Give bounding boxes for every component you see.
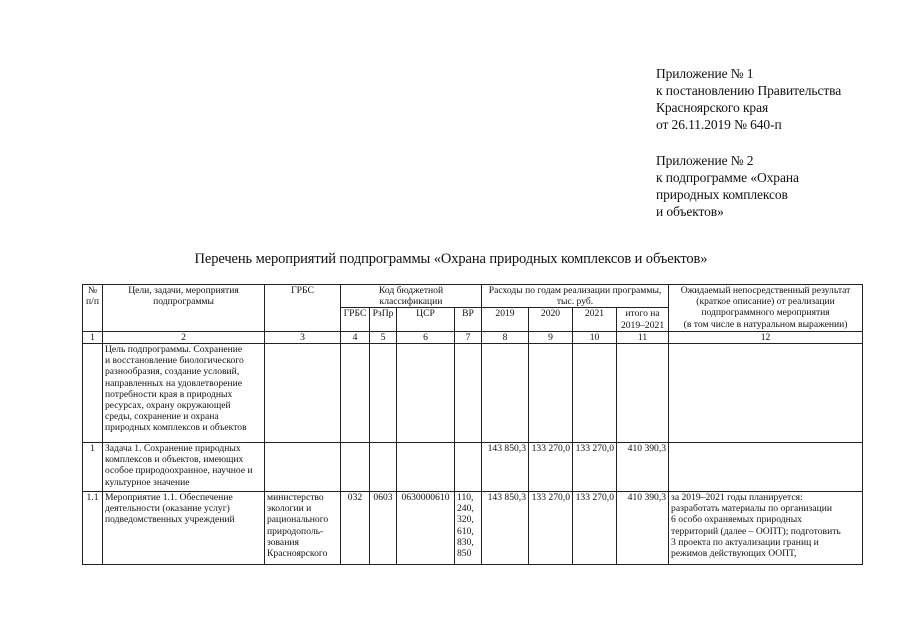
event-result-line: за 2019–2021 годы планируется: — [671, 492, 803, 504]
column-number: 11 — [617, 331, 669, 343]
goal-cell — [529, 344, 573, 443]
header-goals-line: подпрограммы — [153, 296, 214, 308]
task-2021: 133 270,0 — [573, 443, 617, 492]
goal-text-cell — [103, 344, 265, 443]
appendix-2-line: Приложение № 2 — [656, 153, 754, 168]
header-budget-code-line: классификации — [379, 296, 443, 308]
subheader-vr: ВР — [455, 308, 482, 331]
header-grbs: ГРБС — [265, 285, 341, 332]
subheader-rzpr: РзПр — [370, 308, 397, 331]
appendix-1-line: от 26.11.2019 № 640-п — [656, 117, 782, 132]
header-goals-line: Цели, задачи, мероприятия — [128, 285, 239, 296]
subheader-2021: 2021 — [573, 308, 617, 331]
appendix-2-line: природных комплексов — [656, 187, 788, 202]
event-text-cell — [103, 492, 265, 565]
column-number: 7 — [455, 331, 482, 343]
goal-text-line: среды, сохранение и охрана — [105, 411, 219, 423]
appendix-1-line: Красноярского края — [656, 100, 769, 115]
header-budget-code-line: Код бюджетной — [378, 285, 444, 296]
table-header-row — [83, 285, 863, 308]
event-rzpr: 0603 — [370, 492, 397, 565]
event-vr-line: 320, — [457, 514, 474, 526]
header-result — [669, 285, 863, 332]
event-2021: 133 270,0 — [573, 492, 617, 565]
header-expenses — [482, 285, 669, 308]
column-number-row — [83, 331, 863, 343]
event-num: 1.1 — [83, 492, 103, 565]
task-result-cell — [669, 443, 863, 492]
goal-cell — [669, 344, 863, 443]
event-vr-line: 110, — [457, 492, 474, 504]
column-number: 1 — [83, 331, 103, 343]
appendix-1-block — [656, 65, 841, 133]
task-text-line: Задача 1. Сохранение природных — [105, 443, 241, 455]
task-text-line: особое природоохранное, научное и — [105, 465, 253, 477]
task-2020: 133 270,0 — [529, 443, 573, 492]
event-vr — [455, 492, 482, 565]
goal-cell — [455, 344, 482, 443]
event-text-line: Мероприятие 1.1. Обеспечение — [105, 492, 233, 504]
header-result-line: (в том числе в натуральном выражении) — [683, 318, 848, 330]
event-result-line: разработать материалы по организации — [671, 503, 832, 515]
appendix-2-block — [656, 152, 799, 220]
event-grbs-line: экологии и — [267, 503, 312, 515]
goal-cell — [397, 344, 455, 443]
task-cell — [455, 443, 482, 492]
event-grbs-line: министерство — [267, 492, 324, 504]
event-2019: 143 850,3 — [482, 492, 529, 565]
subheader-csr: ЦСР — [397, 308, 455, 331]
column-number: 5 — [370, 331, 397, 343]
appendix-1-line: к постановлению Правительства — [656, 83, 842, 98]
goal-text-line: и восстановление биологического — [105, 355, 244, 367]
column-number: 10 — [573, 331, 617, 343]
task-cell — [341, 443, 370, 492]
event-grbs-line: рационального — [267, 514, 329, 526]
event-vr-line: 610, — [457, 525, 474, 537]
task-text-cell — [103, 443, 265, 492]
column-number: 6 — [397, 331, 455, 343]
column-number: 3 — [265, 331, 341, 343]
event-grbs-text — [265, 492, 341, 565]
appendix-2-line: и объектов» — [656, 204, 724, 219]
goal-text-line: разнообразия, создание условий, — [105, 366, 240, 378]
subheader-2020: 2020 — [529, 308, 573, 331]
event-vr-line: 830, — [457, 536, 474, 548]
event-vr-line: 240, — [457, 503, 474, 515]
column-number: 2 — [103, 331, 265, 343]
goal-cell — [617, 344, 669, 443]
task-2019: 143 850,3 — [482, 443, 529, 492]
task-text-line: комплексов и объектов, имеющих — [105, 454, 244, 466]
goal-text-line: Цель подпрограммы. Сохранение — [105, 344, 243, 356]
goal-cell — [482, 344, 529, 443]
task-grbs-cell — [265, 443, 341, 492]
task-cell — [397, 443, 455, 492]
event-text-line: деятельности (оказание услуг) — [105, 503, 230, 515]
event-total: 410 390,3 — [617, 492, 669, 565]
event-result-line: режимов действующих ООПТ, — [671, 548, 797, 560]
goal-text-line: направленных на удовлетворение — [105, 377, 242, 389]
header-num-line: № — [87, 285, 98, 296]
column-number: 8 — [482, 331, 529, 343]
column-number: 9 — [529, 331, 573, 343]
event-grbs-line: зования — [267, 536, 299, 548]
subheader-total — [617, 308, 669, 331]
goal-num-cell — [83, 344, 103, 443]
subheader-total-line: 2019–2021 — [620, 319, 665, 331]
subheader-2019: 2019 — [482, 308, 529, 331]
header-expenses-line: тыс. руб. — [556, 296, 594, 308]
event-result-line: 3 проекта по актуализации границ и — [671, 536, 819, 548]
header-num — [83, 285, 103, 332]
goal-cell — [265, 344, 341, 443]
event-result-line: 6 особо охраняемых природных — [671, 514, 802, 526]
event-text-line: подведомственных учреждений — [105, 514, 235, 526]
goal-cell — [341, 344, 370, 443]
event-result — [669, 492, 863, 565]
header-goals — [103, 285, 265, 332]
event-grbs-code: 032 — [341, 492, 370, 565]
header-result-line: подпрограммного мероприятия — [701, 307, 830, 319]
task-row — [83, 443, 863, 492]
event-vr-line: 850 — [457, 548, 472, 560]
goal-cell — [370, 344, 397, 443]
document-title: Перечень мероприятий подпрограммы «Охрана природных комплексов и объектов» — [194, 251, 708, 267]
header-expenses-line: Расходы по годам реализации программы, — [488, 285, 662, 296]
appendix-1-line: Приложение № 1 — [656, 66, 754, 81]
event-grbs-line: природополь- — [267, 525, 324, 537]
goal-text-line: природных комплексов и объектов — [105, 422, 247, 434]
task-num: 1 — [83, 443, 103, 492]
column-number: 12 — [669, 331, 863, 343]
goal-cell — [573, 344, 617, 443]
task-total: 410 390,3 — [617, 443, 669, 492]
task-text-line: культурное значение — [105, 476, 190, 488]
measures-table — [82, 284, 863, 565]
appendix-2-line: к подпрограмме «Охрана — [656, 170, 799, 185]
goal-text-line: ресурсах, охрану окружающей — [105, 400, 231, 412]
event-csr: 0630000610 — [397, 492, 455, 565]
goal-text-line: потребности края в природных — [105, 388, 233, 400]
event-2020: 133 270,0 — [529, 492, 573, 565]
header-budget-code — [341, 285, 482, 308]
header-result-line: (краткое описание) от реализации — [696, 296, 835, 308]
header-num-line: п/п — [86, 296, 99, 308]
task-cell — [370, 443, 397, 492]
event-result-line: территорий (далее – ООПТ); подготовить — [671, 525, 841, 537]
subheader-total-line: итого на — [625, 308, 660, 320]
event-grbs-line: Красноярского — [267, 548, 328, 560]
column-number: 4 — [341, 331, 370, 343]
goal-row — [83, 344, 863, 443]
header-result-line: Ожидаемый непосредственный результат — [680, 285, 851, 296]
event-row — [83, 492, 863, 565]
subheader-grbs: ГРБС — [341, 308, 370, 331]
